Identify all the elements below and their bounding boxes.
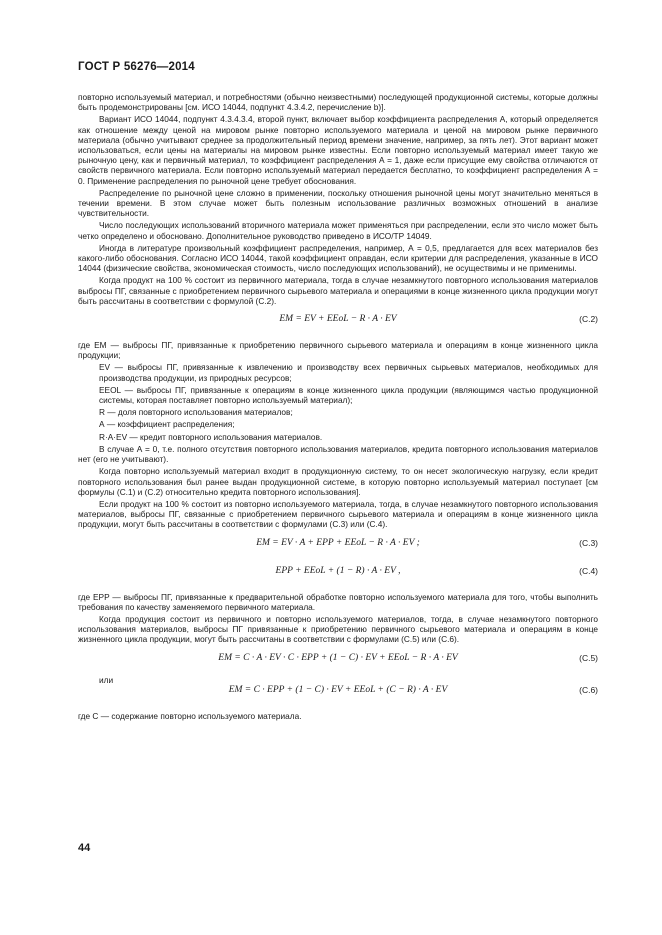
formula-number: (С.2): [579, 314, 598, 325]
paragraph: Когда повторно используемый материал входит в продукционную систему, то он несет экологическую нагрузку, если кредит повторного использования был ранее выдан продукционной системе, в которую повторно используемый материал поступает [см формулы (С.1) и (С.2) относительно кредита повторного использования].: [78, 466, 598, 497]
definition-item: EV — выбросы ПГ, привязанные к извлечению и производству всех первичных сырьевых материалов, необходимых для производства продукции, из природных ресурсов;: [99, 362, 598, 383]
paragraph: Когда продукция состоит из первичного и повторно используемого материалов, тогда, в случае незамкнутого повторного использования материалов, выбросы ПГ привязанные к приобретению первичного сырьевого материала и операциям в конце жизненного цикла продукции, могут быть рассчитаны в соответствии с формулами (С.5) или (С.6).: [78, 613, 598, 645]
page-content: [78, 92, 598, 723]
or-connector: или: [99, 674, 114, 685]
formula-expression: EM = EV + EEoL − R · A · EV: [279, 314, 397, 325]
paragraph: Если продукт на 100 % состоит из повторно используемого материала, тогда, в случае незамкнутого повторного использования материалов, выбросы ПГ, связанные с приобретением первичного сырьевого материала и операциям в конце жизненного цикла продукции, могут быть рассчитаны в соответствии с формулами (С.3) или (С.4).: [78, 498, 598, 530]
paragraph: где EPP — выбросы ПГ, привязанные к предварительной обработке повторно используемого материала для того, чтобы выполнить требования по качеству заменяемого первичного материала.: [78, 591, 598, 612]
formula-c3: [78, 536, 598, 554]
formula-expression: EM = C · EPP + (1 − C) · EV + EEoL + (C − R) · A · EV: [228, 684, 448, 695]
final-note: где С — содержание повторно используемого материала.: [78, 710, 302, 721]
formula-number: (С.4): [579, 565, 598, 576]
formula-expression: EM = C · A · EV · C · EPP + (1 − C) · EV + EEoL − R · A · EV: [218, 652, 458, 663]
paragraph: В случае А = 0, т.е. полного отсутствия повторного использования материалов, кредита повторного использования материалов нет (его не учитывают).: [78, 443, 598, 465]
document-header: ГОСТ Р 56276—2014: [78, 61, 195, 73]
definition-item: R — доля повторного использования материалов;: [99, 407, 293, 418]
formula-expression: EM = EV · A + EPP + EEoL − R · A · EV ;: [256, 537, 420, 548]
definition-item: EEOL — выбросы ПГ, привязанные к операциям в конце жизненного цикла продукции (являющимся частью продукционной системы, которая поставляет повторно используемый материал);: [99, 384, 598, 406]
formula-c4: [78, 564, 598, 582]
page-number: 44: [78, 842, 91, 854]
paragraph: Когда продукт на 100 % состоит из первичного материала, тогда в случае незамкнутого повторного использования материалов выбросы ПГ, связанные с приобретением первичного сырьевого материала и операциями в конце жизненного цикла продукции могут быть рассчитаны в соответствии с формулой (С.2).: [78, 275, 598, 306]
definition-item: R·A·EV — кредит повторного использования материалов.: [99, 431, 323, 442]
formula-c6: [78, 683, 598, 701]
formula-number: (С.3): [579, 537, 598, 548]
paragraph: Иногда в литературе произвольный коэффициент распределения, например, А = 0,5, предлагается для всех материалов без какого-либо обоснования. Согласно ИСО 14044, такой коэффициент оправдан, если критерии для распределения, указанные в ИСО 14044 (физические свойства, экономическая стоимость, число последующих использований), не осуществимы и не применимы.: [78, 242, 598, 274]
definition-item: где EM — выбросы ПГ, привязанные к приобретению первичного сырьевого материала и операциям в конце жизненного цикла продукции;: [78, 340, 598, 361]
definition-item: А — коэффициент распределения;: [99, 419, 235, 430]
paragraph: Вариант ИСО 14044, подпункт 4.3.4.3.4, второй пункт, включает выбор коэффициента распределения А, который определяется как отношение между ценой на мировом рынке повторно используемого материала и ценой на мировом рынке первичного материала (обычно учитывают среднее за продолжительный период времени значение, например, за пять лет). Этот вариант может использоваться, если цены на материалы на мировом рынке известны. Если повторно используемый материал имеет такую же рыночную цену, как и первичный материал, то коэффициент распределения А = 1, даже если присущие ему свойства отличаются от свойств первичного материала. Если повторно используемый материал передается бесплатно, то коэффициент распределения А = 0. Применение распределения по рыночной цене требует обоснования.: [78, 114, 598, 186]
paragraph: повторно используемый материал, и потребностями (обычно неизвестными) последующей продукционной системы, которые должны быть продемонстрированы [см. ИСО 14044, подпункт 4.3.4.2, перечисление b)].: [78, 92, 598, 113]
formula-c2: [78, 312, 598, 330]
formula-number: (С.5): [579, 652, 598, 663]
paragraph: Число последующих использований вторичного материала может применяться при распределении, если это число может быть четко определено и обосновано. Дополнительное руководство приведено в ИСО/ТР 14049.: [78, 220, 598, 241]
formula-number: (С.6): [579, 684, 598, 695]
formula-expression: EPP + EEoL + (1 − R) · A · EV ,: [275, 565, 401, 576]
formula-c5: [78, 651, 598, 669]
paragraph: Распределение по рыночной цене сложно в применении, поскольку отношения рыночной цены могут значительно меняться в течении времени. В этом случае может быть полезным использование различных возможных отношений в анализе чувствительности.: [78, 187, 598, 219]
